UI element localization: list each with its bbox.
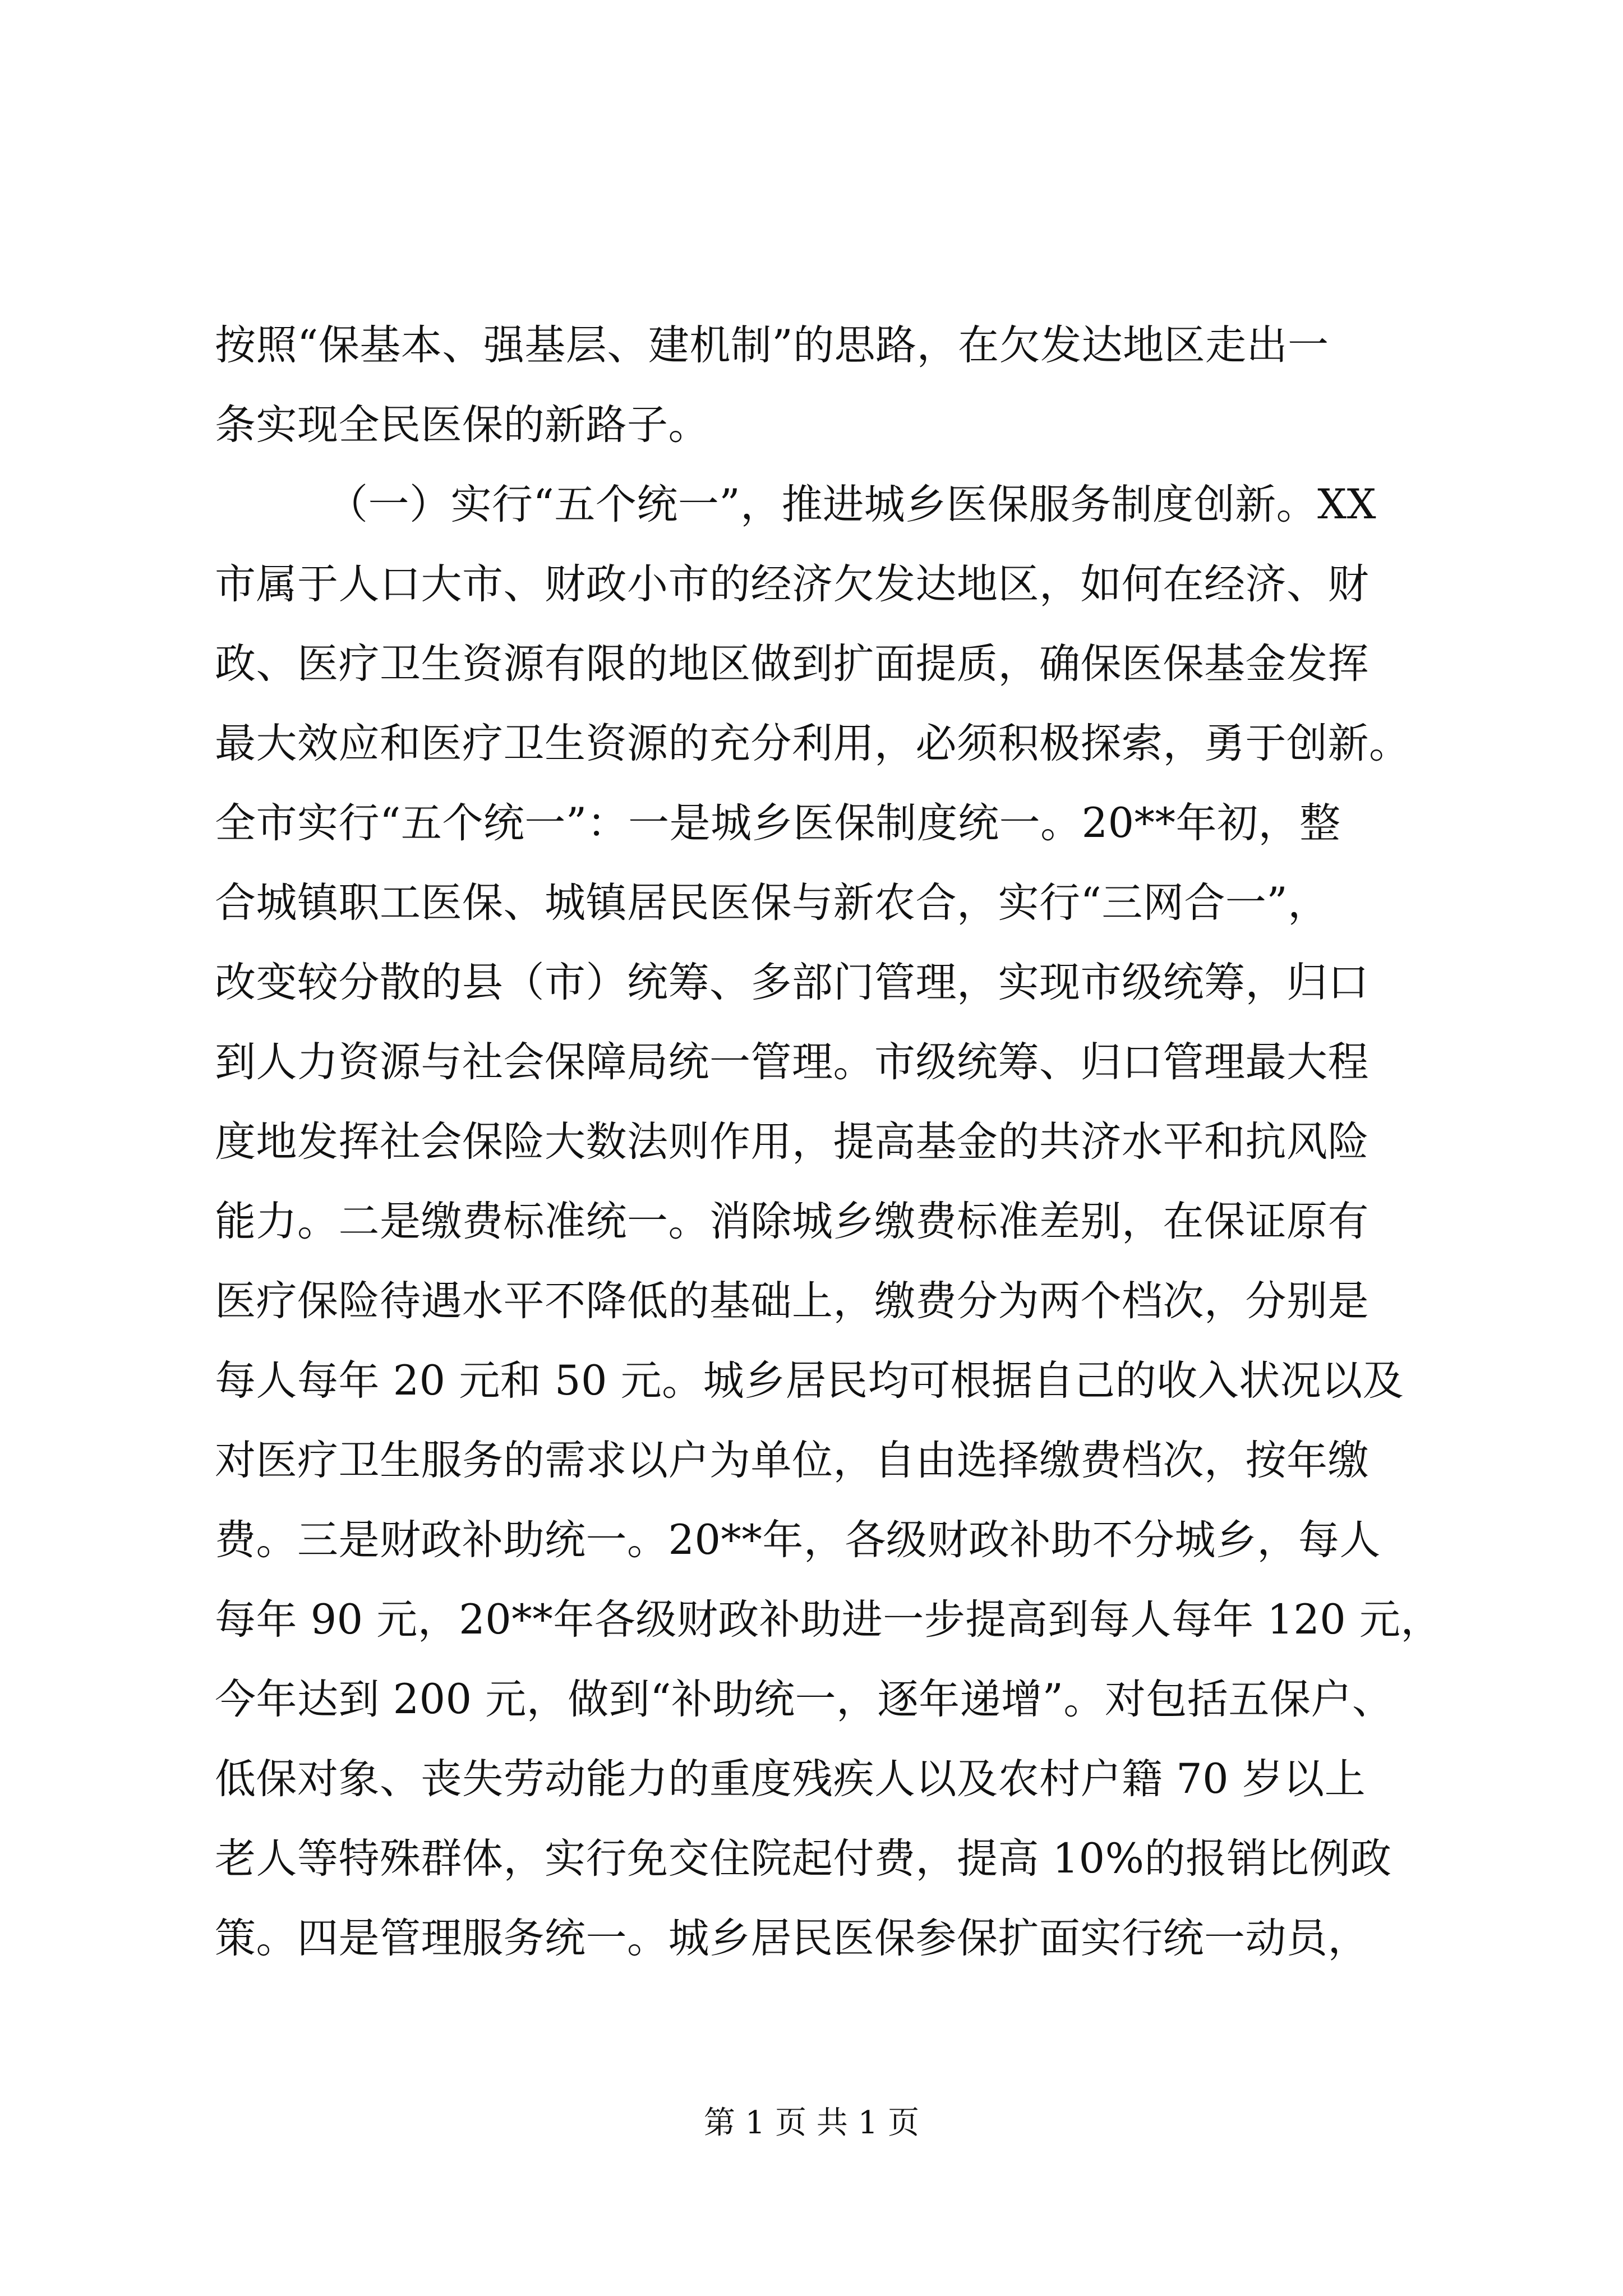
text-line: 改变较分散的县（市）统筹、多部门管理，实现市级统筹，归口 xyxy=(215,959,1369,1006)
text-line: 到人力资源与社会保障局统一管理。市级统筹、归口管理最大程 xyxy=(215,1038,1369,1086)
text-line: 能力。二是缴费标准统一。消除城乡缴费标准差别，在保证原有 xyxy=(215,1198,1369,1245)
text-line: 全市实行“五个统一”：一是城乡医保制度统一。20**年初，整 xyxy=(215,799,1341,847)
text-line: 按照“保基本、强基层、建机制”的思路，在欠发达地区走出一 xyxy=(215,321,1329,369)
text-line: 最大效应和医疗卫生资源的充分利用，必须积极探索，勇于创新。 xyxy=(215,720,1410,767)
text-line: 每年 90 元，20**年各级财政补助进一步提高到每人每年 120 元， xyxy=(215,1596,1442,1644)
text-line: 医疗保险待遇水平不降低的基础上，缴费分为两个档次，分别是 xyxy=(215,1277,1369,1325)
text-line: 条实现全民医保的新路子。 xyxy=(215,401,709,449)
section-heading-line: （一）实行“五个统一”，推进城乡医保服务制度创新。XX xyxy=(327,481,1377,528)
text-line: 费。三是财政补助统一。20**年，各级财政补助不分城乡，每人 xyxy=(215,1516,1381,1564)
page-footer: 第 1 页 共 1 页 xyxy=(703,2105,920,2141)
text-line: 政、医疗卫生资源有限的地区做到扩面提质，确保医保基金发挥 xyxy=(215,640,1369,688)
text-line: 对医疗卫生服务的需求以户为单位，自由选择缴费档次，按年缴 xyxy=(215,1437,1369,1484)
text-line: 今年达到 200 元，做到“补助统一，逐年递增”。对包括五保户、 xyxy=(215,1676,1394,1723)
body-text xyxy=(215,306,1442,1978)
text-line: 度地发挥社会保险大数法则作用，提高基金的共济水平和抗风险 xyxy=(215,1118,1369,1166)
text-line: 老人等特殊群体，实行免交住院起付费，提高 10%的报销比例政 xyxy=(215,1835,1392,1883)
text-line: 每人每年 20 元和 50 元。城乡居民均可根据自己的收入状况以及 xyxy=(215,1357,1404,1405)
text-line: 策。四是管理服务统一。城乡居民医保参保扩面实行统一动员， xyxy=(215,1915,1369,1962)
text-line: 合城镇职工医保、城镇居民医保与新农合，实行“三网合一”， xyxy=(215,879,1329,927)
text-line: 市属于人口大市、财政小市的经济欠发达地区，如何在经济、财 xyxy=(215,560,1369,608)
text-line: 低保对象、丧失劳动能力的重度残疾人以及农村户籍 70 岁以上 xyxy=(215,1755,1366,1803)
